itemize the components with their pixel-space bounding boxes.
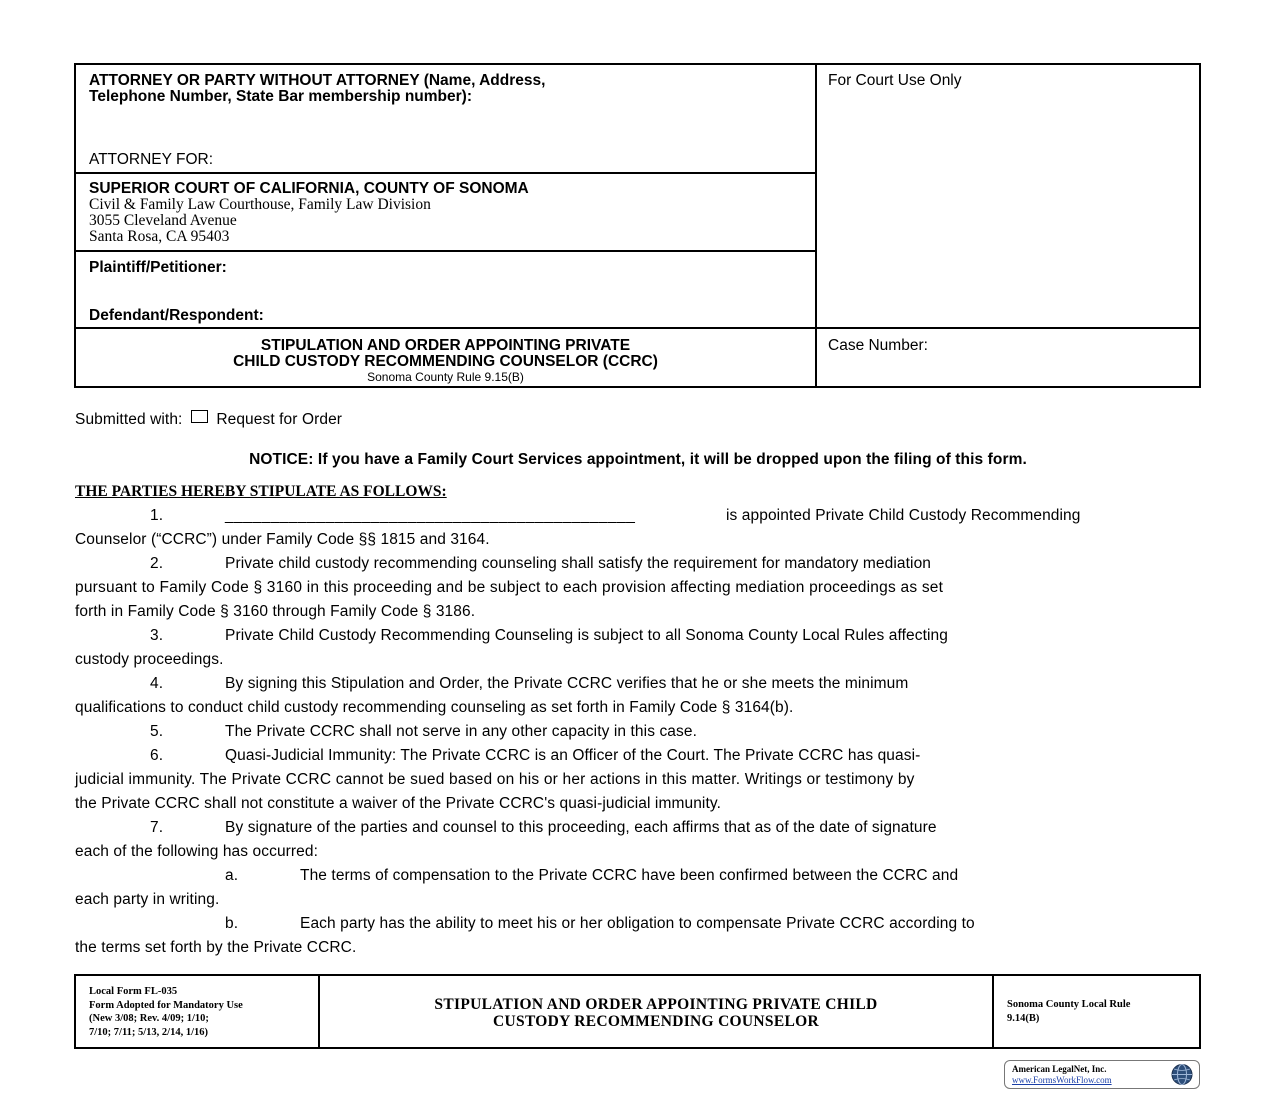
item-text: Private Child Custody Recommending Counseling is subject to all Sonoma County Local Rules affecting bbox=[225, 627, 948, 644]
court-address-line: Civil & Family Law Courthouse, Family Law Division bbox=[89, 196, 431, 213]
caption-divider-2 bbox=[74, 250, 816, 252]
item-number: 5. bbox=[150, 723, 164, 740]
form-rule: Sonoma County Rule 9.15(B) bbox=[367, 370, 524, 384]
item-text: the Private CCRC shall not constitute a waiver of the Private CCRC's quasi-judicial immunity. bbox=[75, 795, 721, 812]
logo-company: American LegalNet, Inc. bbox=[1012, 1064, 1107, 1074]
court-address-line: Santa Rosa, CA 95403 bbox=[89, 228, 230, 245]
notice-text: NOTICE: If you have a Family Court Services appointment, it will be dropped upon the filing of this form. bbox=[249, 451, 1027, 468]
attorney-label: ATTORNEY OR PARTY WITHOUT ATTORNEY (Name, Address, Telephone Number, State Bar membership number): bbox=[89, 72, 546, 105]
item-text: By signature of the parties and counsel to this proceeding, each affirms that as of the date of signature bbox=[225, 819, 937, 836]
item-text: Quasi-Judicial Immunity: The Private CCRC is an Officer of the Court. The Private CCRC has quasi- bbox=[225, 747, 921, 764]
item-text: forth in Family Code § 3160 through Family Code § 3186. bbox=[75, 603, 476, 620]
item-text: Each party has the ability to meet his or her obligation to compensate Private CCRC according to bbox=[300, 915, 975, 932]
item-letter: b. bbox=[225, 915, 239, 932]
request-for-order-checkbox[interactable] bbox=[191, 410, 208, 423]
item-text: custody proceedings. bbox=[75, 651, 224, 668]
item-text: each party in writing. bbox=[75, 891, 220, 908]
logo-url[interactable]: www.FormsWorkFlow.com bbox=[1012, 1075, 1112, 1085]
item-text: The Private CCRC shall not serve in any other capacity in this case. bbox=[225, 723, 698, 740]
footer-title: STIPULATION AND ORDER APPOINTING PRIVATE CHILD CUSTODY RECOMMENDING COUNSELOR bbox=[434, 996, 878, 1030]
globe-icon bbox=[1170, 1063, 1194, 1086]
item-text: qualifications to conduct child custody recommending counseling as set forth in Family Code § 3164(b). bbox=[75, 699, 794, 716]
submitted-with-row bbox=[75, 410, 1201, 429]
item-text: Private child custody recommending counseling shall satisfy the requirement for mandatory mediation bbox=[225, 555, 932, 572]
request-for-order-label: Request for Order bbox=[216, 411, 343, 428]
defendant-label: Defendant/Respondent: bbox=[89, 307, 264, 324]
form-title-block bbox=[76, 338, 815, 384]
court-use-label: For Court Use Only bbox=[828, 72, 962, 89]
item-number: 6. bbox=[150, 747, 164, 764]
footer-local-rule: Sonoma County Local Rule 9.14(B) bbox=[1007, 999, 1131, 1024]
caption-divider-1 bbox=[74, 172, 816, 174]
item-text: Counselor (“CCRC”) under Family Code §§ 1815 and 3164. bbox=[75, 531, 490, 548]
case-number-label: Case Number: bbox=[828, 337, 928, 354]
caption-divider-3 bbox=[74, 327, 1201, 329]
attorney-for-label: ATTORNEY FOR: bbox=[89, 151, 214, 168]
item-number: 1. bbox=[150, 507, 164, 524]
form-title-line: CHILD CUSTODY RECOMMENDING COUNSELOR (CCRC) bbox=[233, 353, 658, 370]
plaintiff-label: Plaintiff/Petitioner: bbox=[89, 259, 227, 276]
stipulate-heading: THE PARTIES HEREBY STIPULATE AS FOLLOWS: bbox=[75, 483, 447, 500]
item-text: By signing this Stipulation and Order, the Private CCRC verifies that he or she meets the minimum bbox=[225, 675, 909, 692]
item-letter: a. bbox=[225, 867, 239, 884]
caption-divider-vertical bbox=[815, 63, 817, 388]
footer-form-info: Local Form FL-035 Form Adopted for Mandatory Use (New 3/08; Rev. 4/09; 1/10; 7/10; 7/11; 5/13, 2/14, 1/16) bbox=[89, 986, 243, 1038]
item-number: 2. bbox=[150, 555, 164, 572]
ccrc-name-blank[interactable]: _____________________________________________ bbox=[225, 507, 636, 524]
court-block bbox=[89, 181, 529, 245]
footer-divider bbox=[992, 974, 994, 1049]
form-title-line: STIPULATION AND ORDER APPOINTING PRIVATE bbox=[260, 337, 631, 354]
submitted-with-label: Submitted with: bbox=[75, 411, 183, 428]
american-legalnet-logo[interactable] bbox=[1004, 1060, 1200, 1089]
item-number: 3. bbox=[150, 627, 164, 644]
court-address-line: 3055 Cleveland Avenue bbox=[89, 212, 237, 229]
court-name: SUPERIOR COURT OF CALIFORNIA, COUNTY OF SONOMA bbox=[89, 180, 529, 197]
item-text: The terms of compensation to the Private CCRC have been confirmed between the CCRC and bbox=[300, 867, 959, 884]
item-text: pursuant to Family Code § 3160 in this proceeding and be subject to each provision affecting mediation proceedings as set bbox=[75, 579, 944, 596]
item-number: 4. bbox=[150, 675, 164, 692]
item-text: the terms set forth by the Private CCRC. bbox=[75, 939, 357, 956]
item-number: 7. bbox=[150, 819, 164, 836]
item-text: is appointed Private Child Custody Recommending bbox=[726, 507, 1081, 524]
item-text: judicial immunity. The Private CCRC cannot be sued based on his or her actions in this matter. Writings or testimony by bbox=[75, 771, 915, 788]
item-text: each of the following has occurred: bbox=[75, 843, 319, 860]
